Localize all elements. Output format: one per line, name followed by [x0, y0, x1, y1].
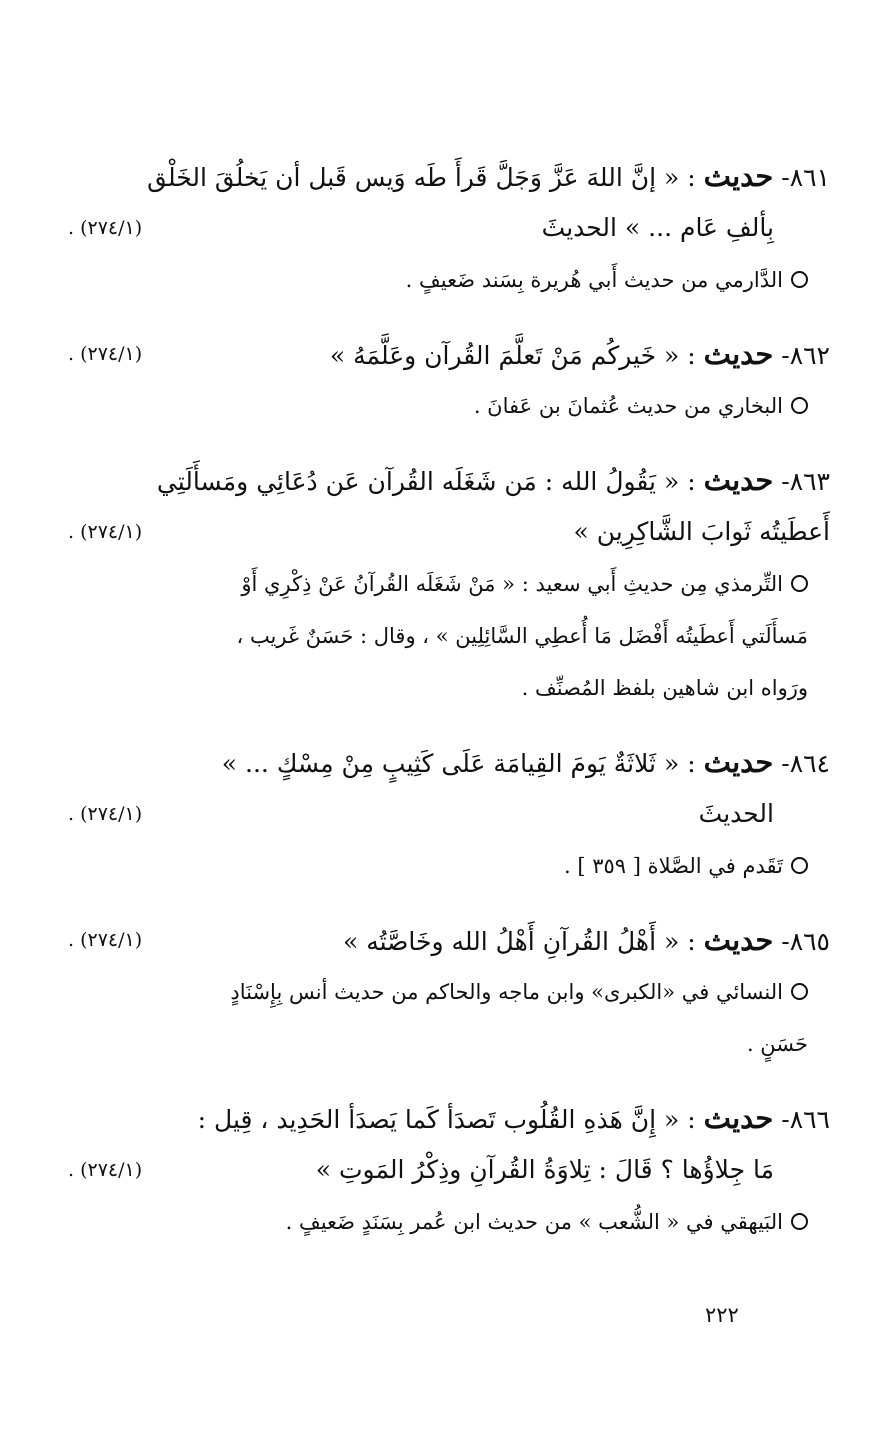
hadith-line — [68, 506, 830, 558]
note-text: تَقَدم في الصَّلاة [ ٣٥٩ ] . — [564, 854, 783, 878]
note-text: النسائي في «الكبرى» وابن ماجه والحاكم من حديث أنس بِإِسْنَادٍ — [230, 980, 783, 1004]
hadith-text: « خَيركُم مَنْ تَعلَّمَ القُرآن وعَلَّمَهُ » — [329, 341, 680, 370]
hadith-entry-865 — [68, 914, 830, 1070]
hadith-label: حديث — [703, 159, 774, 193]
note-text: البَيهقي في « الشُّعب » من حديث ابن عُمر بِسَنَدٍ ضَعيفٍ . — [285, 1210, 783, 1234]
note-text: حَسَنٍ . — [746, 1032, 808, 1056]
hadith-line: ٨٦١- حديث : « إنَّ اللهَ عَزَّ وَجَلَّ قَرأَ طَه وَيس قَبل أن يَخلُقَ الخَلْق — [147, 159, 830, 193]
hadith-line — [68, 1144, 830, 1196]
hadith-text: مَا جِلاؤُها ؟ قَالَ : تِلاوَةُ القُرآنِ وذِكْرُ المَوتِ » — [315, 1155, 774, 1184]
takhrij-note — [68, 1196, 830, 1248]
hadith-line — [68, 788, 830, 840]
note-text: ورَواه ابن شاهين بلفظ المُصنِّف . — [521, 676, 808, 700]
entry-number: ٨٦٥- — [781, 927, 830, 956]
hadith-page — [68, 150, 830, 1270]
takhrij-note-continued — [68, 662, 830, 714]
circle-bullet-icon — [791, 271, 808, 288]
takhrij-note — [68, 254, 830, 306]
note-text: البخاري من حديث عُثمانَ بن عَفانَ . — [473, 394, 783, 418]
hadith-text: « أَهْلُ القُرآنِ أَهْلُ الله وخَاصَّتُه » — [342, 927, 680, 956]
circle-bullet-icon — [791, 857, 808, 874]
circle-bullet-icon — [791, 1213, 808, 1230]
takhrij-note-continued — [68, 1018, 830, 1070]
takhrij-note — [68, 380, 830, 432]
circle-bullet-icon — [791, 397, 808, 414]
hadith-entry-863 — [68, 454, 830, 714]
takhrij-note — [68, 840, 830, 892]
hadith-entry-864 — [68, 736, 830, 892]
entry-number: ٨٦١- — [781, 163, 830, 192]
hadith-line: ٨٦٣- حديث : « يَقُولُ الله : مَن شَغَلَه القُرآن عَن دُعَائِي ومَسأَلَتِي — [156, 463, 830, 497]
note-text: مَسأَلَتي أَعطَيتُه أَفْضَل مَا أُعطِي السَّائِلِين » ، وقال : حَسَنٌ غَريب ، — [236, 624, 808, 648]
hadith-text: بِألفِ عَام ... » الحديثَ — [541, 213, 774, 242]
hadith-text: « ثَلاثَةٌ يَومَ القِيامَة عَلَى كَثِيبٍ مِنْ مِسْكٍ ... » — [221, 749, 680, 778]
hadith-text: « إِنَّ هَذهِ القُلُوب تَصدَأ كَما يَصدَأ الحَدِيد ، قِيل : — [197, 1105, 680, 1134]
takhrij-note-continued — [68, 610, 830, 662]
circle-bullet-icon — [791, 983, 808, 1000]
hadith-text: أَعطَيتُه ثَوابَ الشَّاكِرِين » — [573, 517, 830, 546]
hadith-label: حديث — [703, 337, 774, 371]
circle-bullet-icon — [791, 575, 808, 592]
source-reference: (٢٧٤/١) . — [68, 803, 143, 825]
source-reference: (٢٧٤/١) . — [68, 521, 143, 543]
note-text: الدَّارمي من حديث أَبي هُريرة بِسَند ضَعيفٍ . — [405, 268, 783, 292]
entry-number: ٨٦٤- — [781, 749, 830, 778]
source-reference: (٢٧٤/١) . — [68, 217, 143, 239]
hadith-label: حديث — [703, 923, 774, 957]
entry-number: ٨٦٦- — [781, 1105, 830, 1134]
hadith-text: « إنَّ اللهَ عَزَّ وَجَلَّ قَرأَ طَه وَيس قَبل أن يَخلُقَ الخَلْق — [147, 163, 680, 192]
source-reference: (٢٧٤/١) . — [68, 929, 143, 951]
hadith-entry-866 — [68, 1092, 830, 1248]
hadith-entry-862 — [68, 328, 830, 432]
source-reference: (٢٧٤/١) . — [68, 1159, 143, 1181]
hadith-line: ٨٦٦- حديث : « إِنَّ هَذهِ القُلُوب تَصدَأ كَما يَصدَأ الحَدِيد ، قِيل : — [197, 1101, 830, 1135]
hadith-label: حديث — [703, 1101, 774, 1135]
hadith-text: « يَقُولُ الله : مَن شَغَلَه القُرآن عَن دُعَائِي ومَسأَلَتِي — [156, 467, 680, 496]
note-text: التِّرمذي مِن حديثِ أَبي سعيد : « مَنْ شَغَلَه القُرآنُ عَنْ ذِكْرِي أَوْ — [241, 572, 783, 596]
hadith-line — [68, 202, 830, 254]
hadith-line: ٨٦٢- حديث : « خَيركُم مَنْ تَعلَّمَ القُرآن وعَلَّمَهُ » (٢٧٤/١) . — [68, 328, 830, 380]
page-number: ٢٢٢ — [705, 1303, 739, 1327]
hadith-label: حديث — [703, 745, 774, 779]
takhrij-note — [68, 558, 830, 610]
entry-number: ٨٦٢- — [781, 341, 830, 370]
hadith-line: ٨٦٤- حديث : « ثَلاثَةٌ يَومَ القِيامَة عَلَى كَثِيبٍ مِنْ مِسْكٍ ... » — [221, 745, 830, 779]
entry-number: ٨٦٣- — [781, 467, 830, 496]
hadith-label: حديث — [703, 463, 774, 497]
hadith-line: ٨٦٥- حديث : « أَهْلُ القُرآنِ أَهْلُ الله وخَاصَّتُه » (٢٧٤/١) . — [68, 914, 830, 966]
hadith-entry-861 — [68, 150, 830, 306]
source-reference: (٢٧٤/١) . — [68, 343, 143, 365]
takhrij-note — [68, 966, 830, 1018]
hadith-text: الحديثَ — [698, 799, 774, 828]
